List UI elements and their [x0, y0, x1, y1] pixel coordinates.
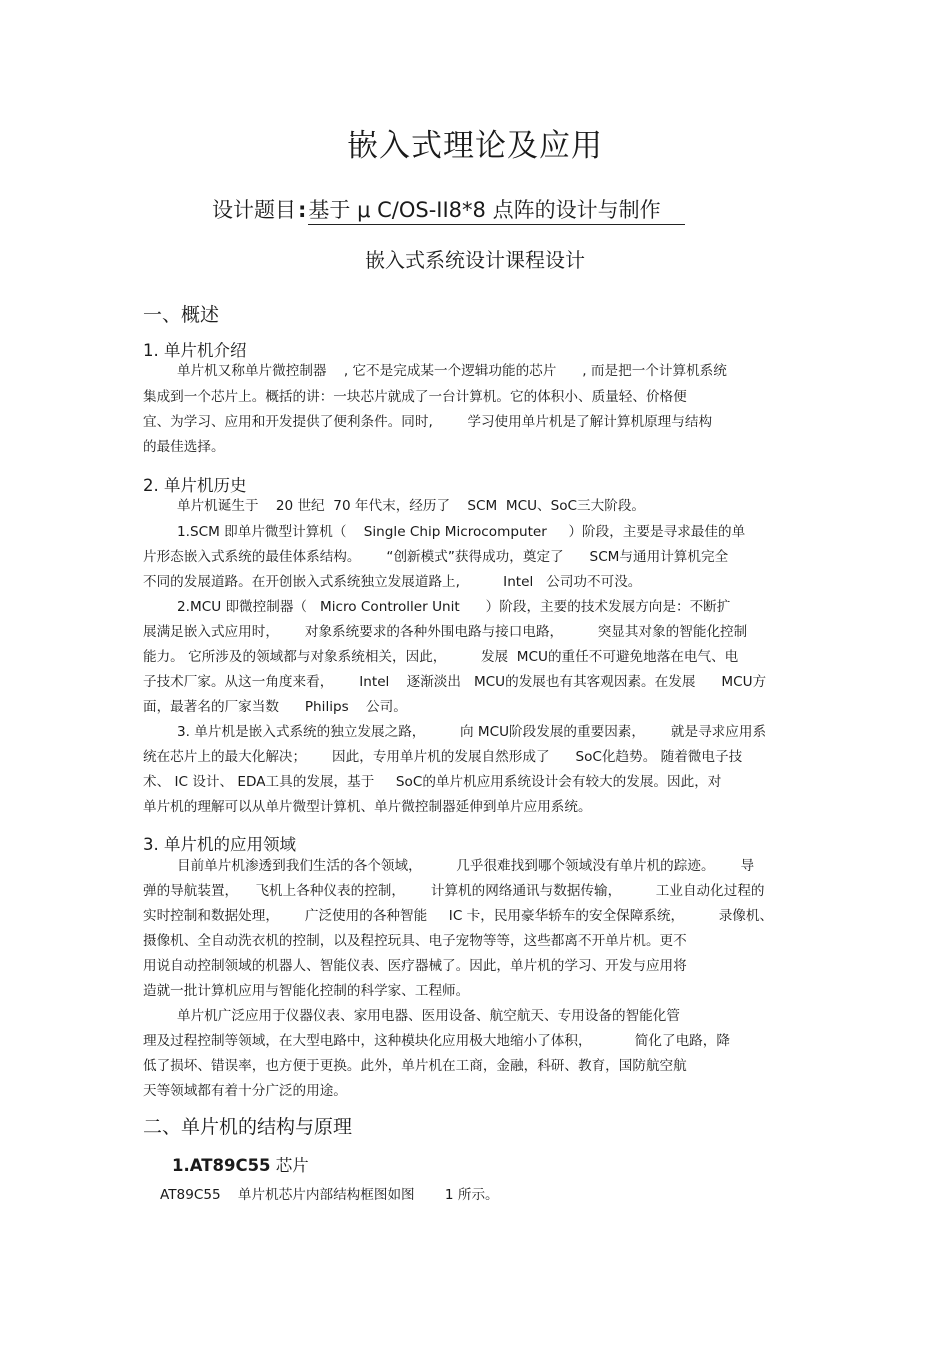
paragraph-line: 理及过程控制等领域，在大型电路中，这种模块化应用极大地缩小了体积， 简化了电路，降: [143, 1033, 730, 1049]
paragraph-line: 展满足嵌入式应用时， 对象系统要求的各种外围电路与接口电路， 突显其对象的智能化控制: [143, 624, 748, 640]
paragraph-line: 面，最著名的厂家当数 Philips 公司。: [143, 699, 407, 715]
design-topic-line: [212, 194, 685, 224]
document-title: 嵌入式理论及应用: [347, 128, 603, 164]
paragraph-line: 不同的发展道路。在开创嵌入式系统独立发展道路上, Intel 公司功不可没。: [143, 574, 642, 590]
paragraph-line: AT89C55 单片机芯片内部结构框图如图 1 所示。: [160, 1187, 499, 1203]
paragraph-line: 摄像机、全自动洗衣机的控制，以及程控玩具、电子宠物等等，这些都离不开单片机。更不: [143, 933, 687, 949]
paragraph-line: 3. 单片机是嵌入式系统的独立发展之路， 向 MCU阶段发展的重要因素， 就是寻求应用系: [177, 724, 767, 740]
chip-model-label: 1.AT89C55: [172, 1156, 271, 1175]
paragraph-line: 单片机诞生于 20 世纪 70 年代末，经历了 SCM MCU、SoC三大阶段。: [177, 498, 646, 514]
paragraph-line: 集成到一个芯片上。概括的讲：一块芯片就成了一台计算机。它的体积小、质量轻、价格便: [143, 389, 687, 405]
section-heading-structure: 二、单片机的结构与原理: [143, 1116, 353, 1138]
chip-label-suffix: 芯片: [270, 1156, 309, 1175]
subsection-heading-intro: 1. 单片机介绍: [143, 341, 247, 360]
paragraph-line: 天等领域都有着十分广泛的用途。: [143, 1083, 347, 1099]
paragraph-line: 子技术厂家。从这一角度来看， Intel 逐渐淡出 MCU的发展也有其客观因素。在发展 MCU方: [143, 674, 767, 690]
paragraph-line: 单片机广泛应用于仪器仪表、家用电器、医用设备、航空航天、专用设备的智能化管: [177, 1008, 680, 1024]
paragraph-line: 实时控制和数据处理， 广泛使用的各种智能 IC 卡，民用豪华轿车的安全保障系统， 录像机、: [143, 908, 774, 924]
paragraph-line: 目前单片机渗透到我们生活的各个领域， 几乎很难找到哪个领域没有单片机的踪迹。 导: [177, 858, 755, 874]
design-topic-label: 设计题目: [212, 198, 296, 222]
paragraph-line: 宜、为学习、应用和开发提供了便利条件。同时, 学习使用单片机是了解计算机原理与结构: [143, 414, 713, 430]
design-topic-separator: :: [298, 198, 307, 222]
paragraph-line: 的最佳选择。: [143, 439, 225, 455]
paragraph-line: 术、 IC 设计、 EDA工具的发展，基于 SoC的单片机应用系统设计会有较大的发展。因此，对: [143, 774, 722, 790]
document-subtitle: 嵌入式系统设计课程设计: [365, 248, 585, 272]
paragraph-line: 单片机的理解可以从单片微型计算机、单片微控制器延伸到单片应用系统。: [143, 799, 592, 815]
paragraph-line: 低了损坏、错误率，也方便于更换。此外，单片机在工商，金融，科研、教育，国防航空航: [143, 1058, 687, 1074]
paragraph-line: 能力。 它所涉及的领域都与对象系统相关，因此， 发展 MCU的重任不可避免地落在电气、电: [143, 649, 739, 665]
subsection-heading-at89c55: [172, 1152, 309, 1176]
paragraph-line: 用说自动控制领域的机器人、智能仪表、医疗器械了。因此，单片机的学习、开发与应用将: [143, 958, 687, 974]
paragraph-line: 1.SCM 即单片微型计算机（ Single Chip Microcomputer ）阶段，主要是寻求最佳的单: [177, 524, 746, 540]
paragraph-line: 弹的导航装置， 飞机上各种仪表的控制， 计算机的网络通讯与数据传输， 工业自动化过程的: [143, 883, 765, 899]
subsection-heading-history: 2. 单片机历史: [143, 476, 247, 495]
section-heading-overview: 一、概述: [143, 304, 220, 326]
paragraph-line: 统在芯片上的最大化解决； 因此，专用单片机的发展自然形成了 SoC化趋势。 随着微电子技: [143, 749, 743, 765]
paragraph-line: 片形态嵌入式系统的最佳体系结构。 “创新模式”获得成功，奠定了 SCM与通用计算机完全: [143, 549, 729, 565]
subsection-heading-applications: 3. 单片机的应用领域: [143, 835, 296, 854]
design-topic-subject: 基于 μ C/OS-II8*8 点阵的设计与制作: [308, 198, 684, 225]
paragraph-line: 2.MCU 即微控制器（ Micro Controller Unit ）阶段，主要的技术发展方向是：不断扩: [177, 599, 731, 615]
paragraph-line: 单片机又称单片微控制器 , 它不是完成某一个逻辑功能的芯片 , 而是把一个计算机系统: [177, 363, 727, 379]
paragraph-line: 造就一批计算机应用与智能化控制的科学家、工程师。: [143, 983, 470, 999]
